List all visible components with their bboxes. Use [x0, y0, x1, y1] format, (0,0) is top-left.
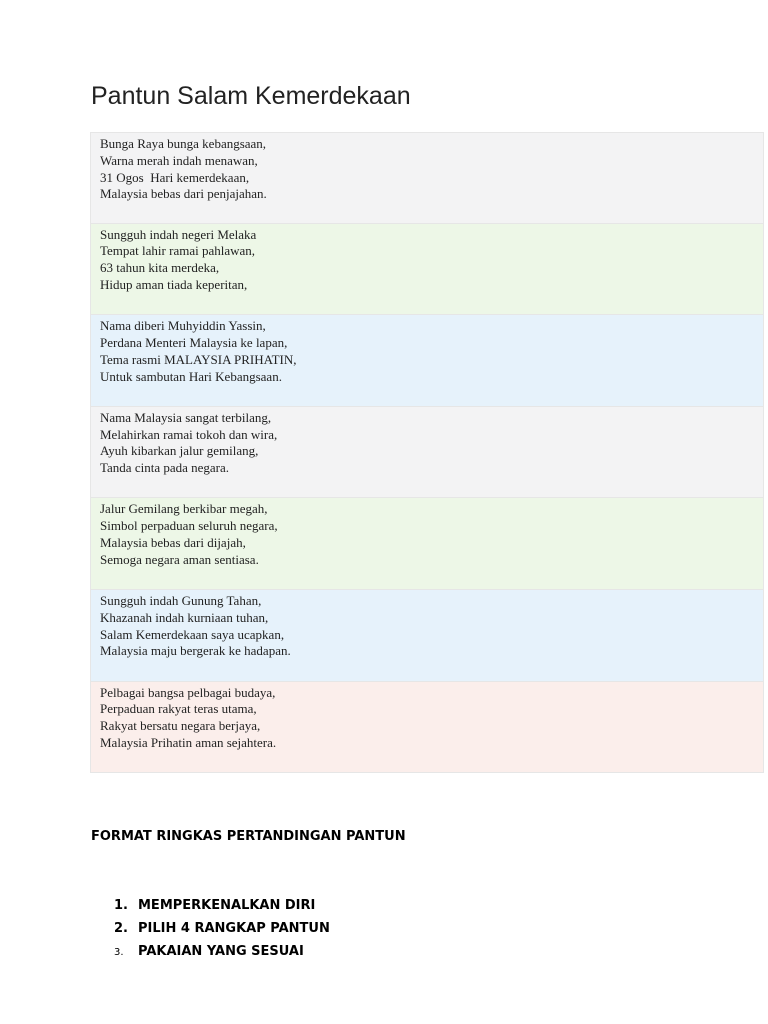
format-heading: FORMAT RINGKAS PERTANDINGAN PANTUN [91, 829, 406, 844]
list-number: 2. [114, 921, 128, 936]
stanza-line: Malaysia bebas dari penjajahan. [100, 186, 267, 202]
stanza-line: Nama Malaysia sangat terbilang, [100, 409, 272, 425]
stanza-line: Tanda cinta pada negara. [100, 460, 230, 476]
stanza-line: Jalur Gemilang berkibar megah, [100, 501, 268, 517]
list-item [114, 939, 330, 962]
stanza-line: Bunga Raya bunga kebangsaan, [100, 136, 267, 151]
stanza-line: Salam Kemerdekaan saya ucapkan, [100, 626, 285, 642]
list-number: 1. [114, 898, 128, 913]
stanza-line: 63 tahun kita merdeka, [100, 260, 220, 276]
stanza-4 [90, 407, 764, 499]
list-item-text: PILIH 4 RANGKAP PANTUN [138, 921, 330, 936]
stanza-line: 31 Ogos Hari kemerdekaan, [100, 169, 250, 185]
stanza-line: Ayuh kibarkan jalur gemilang, [100, 443, 259, 459]
stanza-6 [90, 590, 764, 682]
stanza-line: Perpaduan rakyat teras utama, [100, 701, 257, 717]
format-list [114, 893, 330, 962]
page-title: Pantun Salam Kemerdekaan [91, 82, 411, 110]
stanza-line: Khazanah indah kurniaan tuhan, [100, 609, 269, 625]
stanza-line: Sungguh indah negeri Melaka [100, 226, 257, 242]
stanza-7 [90, 682, 764, 774]
stanza-5 [90, 498, 764, 590]
stanza-line: Tempat lahir ramai pahlawan, [100, 243, 256, 259]
stanza-1 [90, 132, 764, 224]
stanza-line: Malaysia Prihatin aman sejahtera. [100, 734, 277, 750]
stanza-line: Semoga negara aman sentiasa. [100, 551, 259, 567]
stanza-line: Perdana Menteri Malaysia ke lapan, [100, 334, 288, 350]
list-item-text: PAKAIAN YANG SESUAI [138, 944, 304, 959]
stanza-line: Malaysia bebas dari dijajah, [100, 534, 246, 550]
stanza-line: Warna merah indah menawan, [100, 152, 258, 168]
list-item-text: MEMPERKENALKAN DIRI [138, 898, 316, 913]
pantun-table [90, 132, 764, 773]
stanza-line: Rakyat bersatu negara berjaya, [100, 718, 261, 734]
stanza-line: Hidup aman tiada keperitan, [100, 276, 248, 292]
stanza-3 [90, 315, 764, 407]
list-item [114, 893, 330, 916]
stanza-2 [90, 224, 764, 316]
stanza-line: Sungguh indah Gunung Tahan, [100, 592, 262, 608]
stanza-line: Malaysia maju bergerak ke hadapan. [100, 643, 291, 659]
list-item [114, 916, 330, 939]
stanza-line: Nama diberi Muhyiddin Yassin, [100, 318, 266, 334]
list-number: 3. [114, 947, 124, 958]
stanza-line: Pelbagai bangsa pelbagai budaya, [100, 684, 276, 700]
stanza-line: Simbol perpaduan seluruh negara, [100, 518, 278, 534]
stanza-line: Melahirkan ramai tokoh dan wira, [100, 426, 278, 442]
stanza-line: Untuk sambutan Hari Kebangsaan. [100, 368, 282, 384]
stanza-line: Tema rasmi MALAYSIA PRIHATIN, [100, 351, 297, 367]
